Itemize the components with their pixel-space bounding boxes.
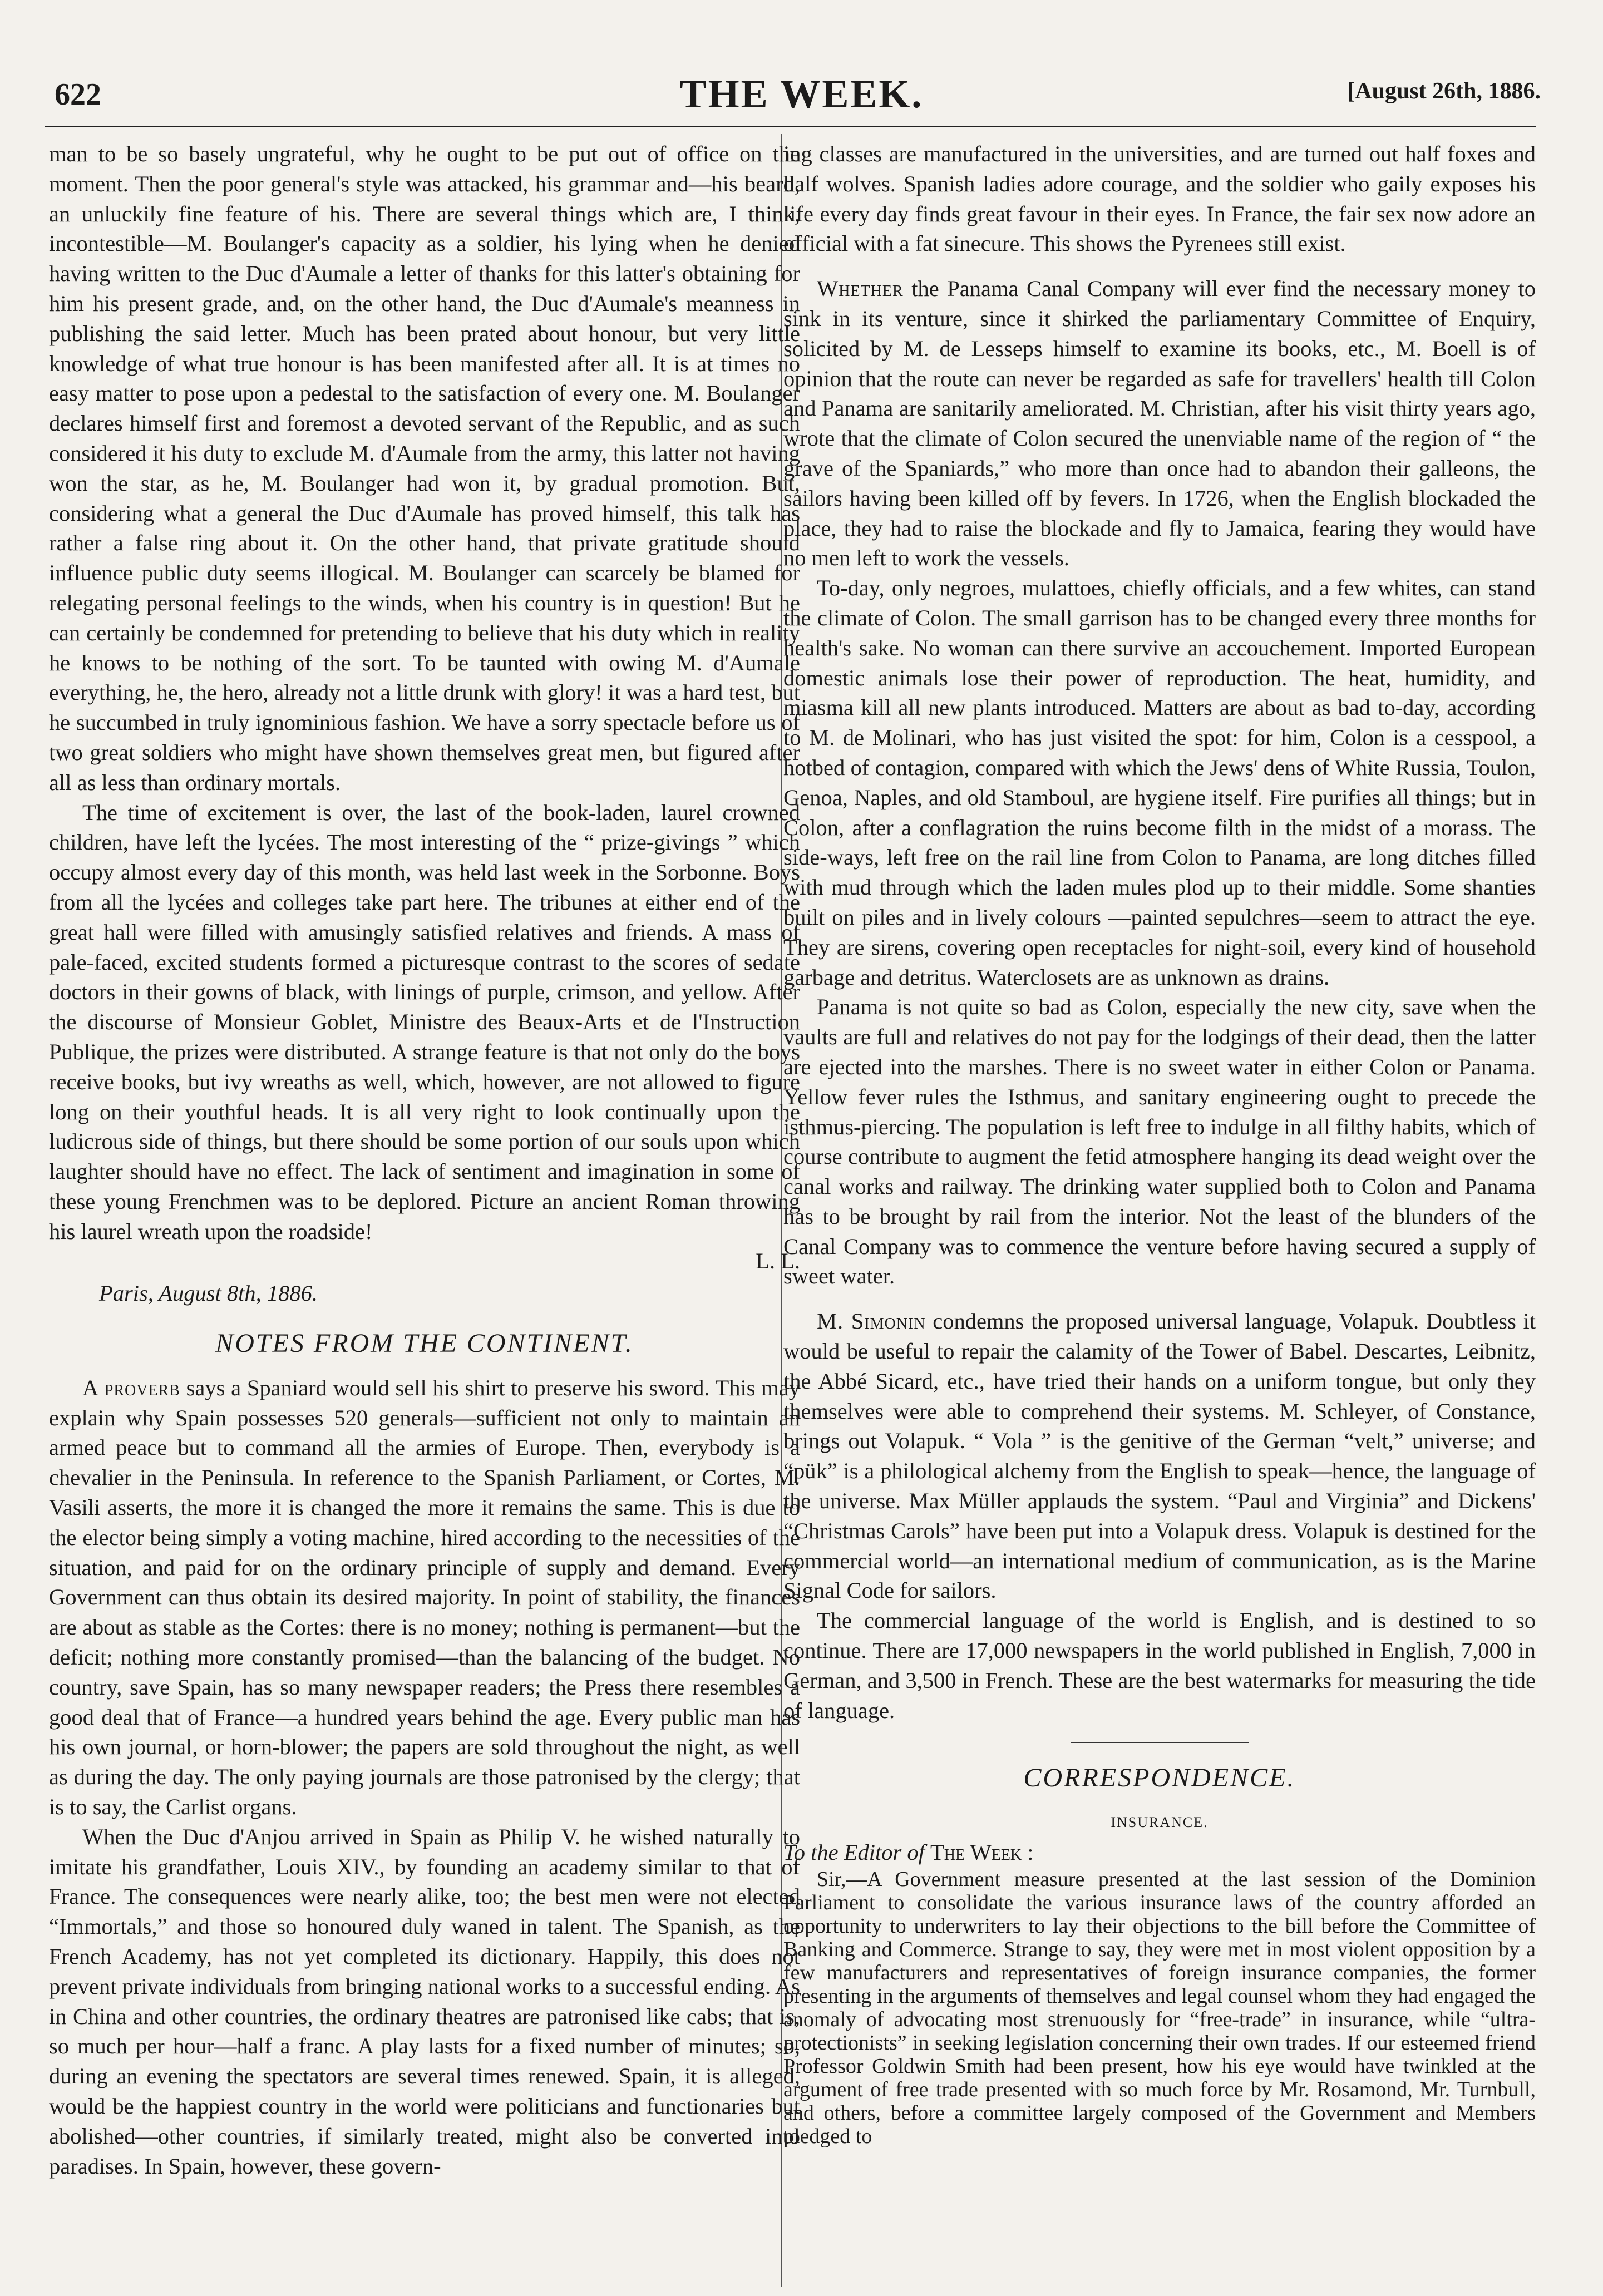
page-number: 622	[55, 77, 101, 112]
paragraph: M. Simonin condemns the proposed universal language, Volapuk. Doubtless it would be useful to repair the calamity of the Tower of Babel. Descartes, Leibnitz, the Abbé Sicard, etc., have tried their hands on a uniform tongue, but only they themselves were able to comprehend their systems. M. Schleyer, of Constance, brings out Volapuk. “ Vola ” is the genitive of the German “velt,” universe; and “pük” is a philological alchemy from the English to speak—hence, the language of the universe. Max Müller applauds the system. “Paul and Virginia” and Dickens' “Christmas Carols” have been put into a Volapuk dress. Volapuk is destined for the commercial world—an international medium of communication, as is the Marine Signal Code for sailors.	[783, 1309, 1536, 1603]
paragraph: man to be so basely ungrateful, why he ought to be put out of office on the moment. Then the poor general's style was attacked, his grammar and—his beard, an unluckily fine feature of his. There are several things which are, I think, incontestible—M. Boulanger's capacity as a soldier, his lying when he denied having written to the Duc d'Aumale a letter of thanks for this latter's obtaining for him his present grade, and, on the other hand, the Duc d'Aumale's meanness in publishing the said letter. Much has been prated about honour, but very little knowledge of what true honour is has been manifested after all. It is at times no easy matter to pose upon a pedestal to the satisfaction of every one. M. Boulanger declares himself first and foremost a devoted servant of the Republic, and as such considered it his duty to exclude M. d'Aumale from the army, this latter not having won the star, as he, M. Boulanger had won it, by gradual promotion. But, considering what a general the Duc d'Aumale has proved himself, this talk has rather a false ring about it. On the other hand, that private gratitude should influence public duty seems illogical. M. Boulanger can scarcely be blamed for relegating personal feelings to the winds, when his country is in question! But he can certainly be condemned for pretending to believe that his duty which in reality he knows to be nothing of the sort. To be taunted with owing M. d'Aumale everything, he, the hero, already not a little drunk with glory! it was a hard test, but he succumbed in truly ignominious fashion. We have a sorry spectacle before us of two great soldiers who might have shown themselves great men, but figured after all as less than ordinary mortals.	[49, 141, 800, 795]
paragraph: Panama is not quite so bad as Colon, especially the new city, save when the vaults are full and relatives do not pay for the lodgings of their dead, then the latter are ejected into the marshes. There is no sweet water in either Colon or Panama. Yellow fever rules the Isthmus, and sanitary engineering ought to precede the isthmus-piercing. The population is left free to indulge in all filthy habits, which of course contribute to augment the fetid atmosphere hanging its dead weight over the canal works and railway. The drinking water supplied both to Colon and Panama has to be brought by rail from the interior. Not the least of the blunders of the Canal Company was to commence the venture before having secured a supply of sweet water.	[783, 994, 1536, 1289]
paragraph: A proverb says a Spaniard would sell his shirt to preserve his sword. This may explain why Spain possesses 520 generals—sufficient not only to maintain an armed peace but to command all the armies of Europe. Then, everybody is a chevalier in the Peninsula. In reference to the Spanish Parliament, or Cortes, M. Vasili asserts, the more it is changed the more it remains the same. This is due to the elector being simply a voting machine, hired according to the necessities of the situation, and paid for on the ordinary principle of supply and demand. Every Government can thus obtain its desired majority. In point of stability, the finances are about as stable as the Cortes: there is no money; nothing is permanent—but the deficit; nothing more constantly promised—than the balancing of the budget. No country, save Spain, has so many newspaper readers; the Press there resembles a good deal that of France—a hundred years behind the age. Every public man has his own journal, or horn-blower; the papers are sold throughout the night, as well as during the day. The only paying journals are those patronised by the clergy; that is to say, the Carlist organs.	[49, 1375, 800, 1820]
signature: L. L.	[756, 1248, 800, 1274]
section-title: NOTES FROM THE CONTINENT.	[215, 1329, 634, 1359]
right-column	[783, 139, 1536, 2287]
lead-in: Whether	[817, 276, 904, 302]
salutation: To the Editor of The Week :	[783, 1840, 1034, 1865]
page-header	[0, 0, 1603, 134]
lead-in: A proverb	[82, 1375, 180, 1400]
paragraph: ing classes are manufactured in the universities, and are turned out half foxes and half wolves. Spanish ladies adore courage, and the soldier who gaily exposes his life every day finds great favour in their eyes. In France, the fair sex now adore an official with a fat sinecure. This shows the Pyrenees still exist.	[783, 141, 1536, 256]
paragraph: The time of excitement is over, the last of the book-laden, laurel crowned children, have left the lycées. The most interesting of the “ prize-givings ” which occupy almost every day of this month, was held last week in the Sorbonne. Boys from all the lycées and colleges take part here. The tribunes at either end of the great hall were filled with amusingly satisfied relatives and friends. A mass of pale-faced, excited students formed a picturesque contrast to the scores of sedate doctors in their gowns of black, with linings of purple, crimson, and yellow. After the discourse of Monsieur Goblet, Ministre des Beaux-Arts et de l'Instruction Publique, the prizes were distributed. A strange feature is that not only do the boys receive books, but ivy wreaths as well, which, however, are not allowed to figure long on their youthful heads. It is all very right to look continually upon the ludicrous side of things, but there should be some portion of our souls upon which laughter should have no effect. The lack of sentiment and imagination in some of these young Frenchmen was to be deplored. Picture an ancient Roman throwing his laurel wreath upon the roadside!	[49, 799, 800, 1244]
paragraph: When the Duc d'Anjou arrived in Spain as Philip V. he wished naturally to imitate his grandfather, Louis XIV., by founding an academy similar to that of France. The consequences were nearly alike, too; the best men were not elected “Immortals,” and those so honoured duly waned in talent. The Spanish, as the French Academy, has not yet completed its dictionary. Happily, this does not prevent private individuals from bringing national works to a successful ending. As in China and other countries, the ordinary theatres are patronised like cabs; that is, so much per hour—half a franc. A play lasts for a fixed number of minutes; so, during an evening the spectators are several times renewed. Spain, it is alleged, would be the happiest country in the world were politicians and functionaries but abolished—other countries, if similarly treated, might also be converted into paradises. In Spain, however, these govern-	[49, 1824, 800, 2179]
paragraph: Whether the Panama Canal Company will ever find the necessary money to sink in its venture, since it shirked the parliamentary Committee of Enquiry, solicited by M. de Lesseps himself to examine its books, etc., M. Boell is of opinion that the route can never be regarded as safe for travellers' health till Colon and Panama are sanitarily ameliorated. M. Christian, after his visit thirty years ago, wrote that the climate of Colon secured the unenviable name of the region of “ the grave of the Spaniards,” who more than once had to abandon their galleons, the sailors having been killed off by fevers. In 1726, when the English blockaded the place, they had to raise the blockade and fly to Jamaica, fearing they would have no men left to work the vessels.	[783, 276, 1536, 571]
section-title: CORRESPONDENCE.	[1023, 1763, 1296, 1793]
paragraph: The commercial language of the world is English, and is destined to so continue. There are 17,000 newspapers in the world published in English, 7,000 in German, and 3,500 in French. These are the best watermarks for measuring the tide of language.	[783, 1608, 1536, 1723]
signature-line	[49, 1246, 800, 1276]
section-separator	[1071, 1742, 1249, 1743]
issue-date: [August 26th, 1886.	[1347, 78, 1541, 104]
paragraph: Sir,—A Government measure presented at the last session of the Dominion Parliament to consolidate the various insurance laws of the country afforded an opportunity to underwriters to lay their objections to the bill before the Committee of Banking and Commerce. Strange to say, they were met in most violent opposition by a few manufacturers and representatives of foreign insurance companies, the former presenting in the arguments of themselves and legal counsel whom they had engaged the anomaly of advocating most strenuously for “free-trade” in insurance, while “ultra-protectionists” in seeking legislation concerning their own trades. If our esteemed friend Professor Goldwin Smith had been present, how his eye would have twinkled at the argument of free trade presented with so much force by Mr. Rosamond, Mr. Turnbull, and others, before a committee largely composed of the Government and Members pledged to	[783, 1867, 1536, 2148]
subheading: INSURANCE.	[1111, 1814, 1209, 1831]
left-column	[49, 139, 800, 2287]
lead-in: M. Simonin	[817, 1309, 926, 1334]
header-rule	[45, 126, 1536, 127]
dateline: Paris, August 8th, 1886.	[99, 1281, 318, 1306]
masthead: THE WEEK.	[679, 72, 924, 116]
paragraph: To-day, only negroes, mulattoes, chiefly officials, and a few whites, can stand the climate of Colon. The small garrison has to be changed every three months for health's sake. No woman can there survive an accouchement. Imported European domestic animals lose their power of reproduction. The heat, humidity, and miasma kill all new plants introduced. Matters are about as bad to-day, according to M. de Molinari, who has just visited the spot: for him, Colon is a cesspool, a hotbed of contagion, compared with which the Jews' dens of White Russia, Toulon, Genoa, Naples, and old Stamboul, are hygiene itself. Fire purifies all things; but in Colon, after a conflagration the ruins become filth in the midst of a morass. The side-ways, left free on the rail line from Colon to Panama, are long ditches filled with mud through which the laden mules plod up to their middle. Some shanties built on piles and in lively colours —painted sepulchres—seem to attract the eye. They are sirens, covering open receptacles for night-soil, every kind of household garbage and detritus. Waterclosets are as unknown as drains.	[783, 575, 1536, 990]
